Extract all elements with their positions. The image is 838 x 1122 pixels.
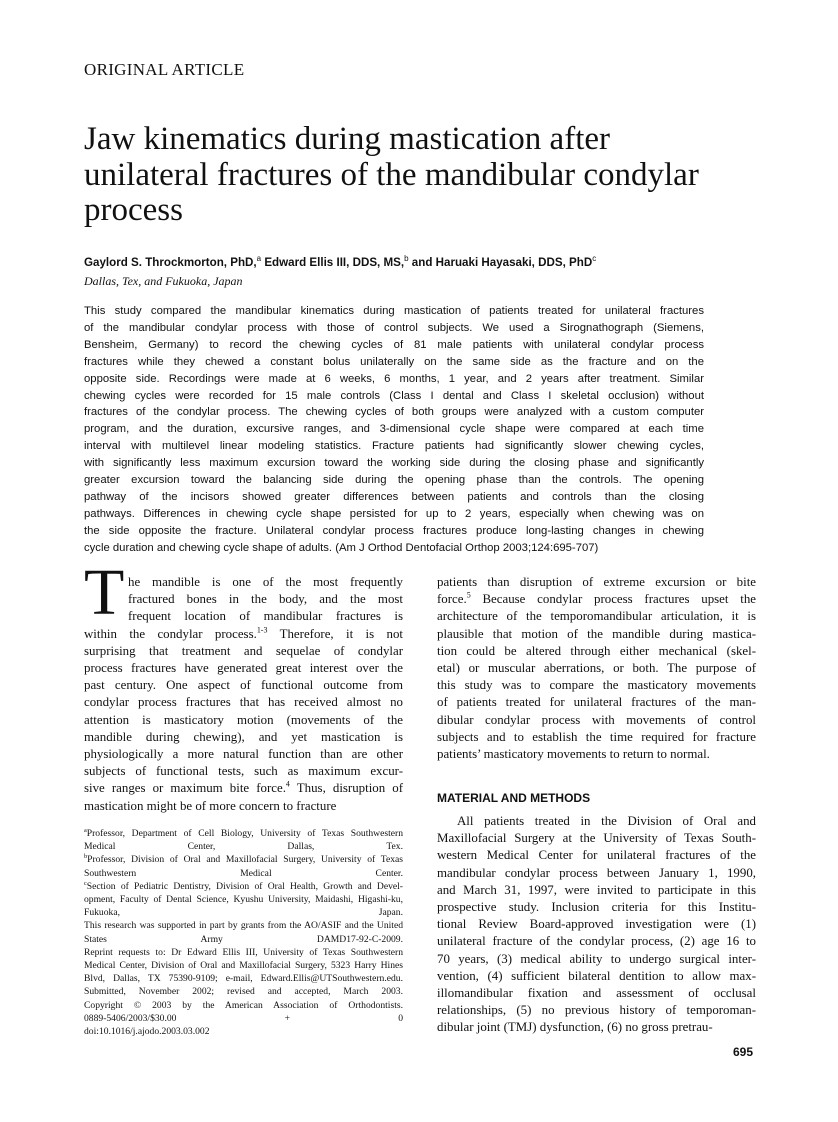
section-heading: MATERIAL AND METHODS — [437, 791, 591, 805]
text-line — [84, 626, 403, 643]
text-line: with significantly less maximum excursion toward the working side during the closing phase and significantly — [84, 457, 704, 470]
text-segment: Section of Pediatric Dentistry, Division of Oral Health, Growth and Devel- — [86, 880, 403, 892]
body-column-left — [84, 574, 403, 815]
reference-superscript: a — [84, 826, 87, 834]
reference-superscript: 4 — [285, 780, 290, 790]
text-segment: within the condylar process. — [84, 626, 257, 641]
text-line: cycle duration and chewing cycle shape of adults. (Am J Orthod Dentofacial Orthop 2003;124:695-707) — [84, 541, 599, 554]
text-line: past century. One aspect of functional outcome from — [84, 678, 403, 693]
text-line: and March 31, 1997, were invited to participate in this — [437, 882, 756, 897]
reference-superscript: 5 — [466, 590, 471, 600]
text-line: relationships, (5) no previous history of temporoman- — [437, 1003, 756, 1018]
text-segment: force. — [437, 592, 467, 607]
text-line: pathway of the incisors showed greater differences between patients and controls than the closing — [84, 490, 704, 503]
reference-superscript: 1-3 — [256, 625, 268, 635]
text-line: prospective study. Inclusion criteria for this Institu- — [437, 900, 756, 915]
text-line: opposite side. Recordings were made at 6 weeks, 6 months, 1 year, and 2 years after treatment. Similar — [84, 372, 704, 385]
affiliation-marker: c — [592, 254, 597, 263]
text-line: dibular condylar process with movements of control — [437, 712, 756, 727]
body-column-right-intro — [437, 574, 756, 763]
text-segment: Because condylar process fractures upset the — [470, 592, 756, 607]
text-line: program, and the duration, excursive ranges, and 3-dimensional cycle shape were compared at each time — [84, 423, 704, 436]
author-name: and Haruaki Hayasaki, DDS, PhD — [408, 255, 593, 269]
text-line: unilateral fracture of the condylar process, (2) age 16 to — [437, 934, 756, 949]
author-name: Edward Ellis III, DDS, MS, — [261, 255, 405, 269]
text-line: Copyright © 2003 by the American Association of Orthodontists. — [84, 999, 403, 1011]
text-line — [437, 591, 756, 608]
text-line — [84, 880, 403, 893]
text-line: etal) or muscular aberrations, or both. The purpose of — [437, 661, 756, 676]
text-line: fractures while they chewed a constant bolus unilaterally on the same side as the fracture and on the — [84, 355, 704, 368]
text-line: tional Review Board-approved investigation were (1) — [437, 917, 756, 932]
text-line: Bensheim, Germany) to record the chewing cycles of 81 male patients with unilateral condylar process — [84, 338, 704, 351]
text-line: he mandible is one of the most frequently — [128, 575, 403, 589]
author-name: Gaylord S. Throckmorton, PhD, — [84, 255, 257, 269]
text-line: frequent location of mandibular fractures is — [128, 609, 403, 624]
text-line: architecture of the temporomandibular articulation, it is — [437, 609, 756, 624]
affiliation-marker: a — [256, 254, 262, 263]
text-line: interval with multilevel linear modeling statistics. Fracture patients had significantly slower chewing cycles, — [84, 440, 704, 453]
author-list — [84, 254, 596, 269]
text-line: 0889-5406/2003/$30.00 + 0 — [84, 1012, 403, 1024]
text-line: the side opposite the fracture. Unilateral condylar process fractures produce long-lasting changes in chewing — [84, 524, 704, 537]
text-segment: Therefore, it is not — [267, 626, 404, 641]
drop-cap: T — [84, 556, 125, 629]
author-location: Dallas, Tex, and Fukuoka, Japan — [84, 274, 243, 288]
text-line: attention is masticatory motion (movements of the — [84, 712, 403, 727]
text-line — [84, 853, 403, 866]
text-line: western Medical Center for unilateral fractures of the — [437, 848, 756, 863]
text-line: fractures of the condylar process. The chewing cycles of both groups were analyzed with a custom computer — [84, 406, 704, 419]
text-line: surprising that treatment and sequelae of condylar — [84, 643, 403, 658]
text-line: dibular joint (TMJ) dysfunction, (6) no gross pretrau- — [437, 1020, 713, 1035]
text-line — [84, 827, 403, 840]
text-segment: Professor, Department of Cell Biology, University of Texas Southwestern — [86, 828, 403, 839]
body-column-right-methods — [437, 813, 756, 1037]
text-line: Maxillofacial Surgery at the University of Texas South- — [437, 831, 756, 846]
text-line: mandible during chewing), and yet mastication is — [84, 729, 403, 744]
reference-superscript: b — [84, 853, 88, 861]
text-line: fractured bones in the body, and the most — [128, 592, 403, 607]
page-number: 695 — [733, 1045, 754, 1059]
text-line: this study was to compare the masticatory movements — [437, 678, 756, 693]
text-line: subjects of functional tests, such as maximum excur- — [84, 764, 403, 779]
text-line: Medical Center, Dallas, Tex. — [84, 841, 403, 853]
affiliation-marker: b — [404, 254, 409, 263]
text-line: This study compared the mandibular kinematics during mastication of patients treated for unilateral fractures — [84, 305, 704, 317]
text-line — [84, 780, 403, 797]
text-line: Reprint requests to: Dr Edward Ellis III, University of Texas Southwestern — [84, 946, 403, 958]
text-line: pathways. Differences in chewing cycle shape persisted for up to 2 years, especially when chewing was on — [84, 507, 704, 520]
footnotes — [84, 827, 403, 1038]
reference-superscript: c — [84, 879, 87, 887]
text-segment: Professor, Division of Oral and Maxillofacial Surgery, University of Texas — [87, 854, 403, 866]
text-line: doi:10.1016/j.ajodo.2003.03.002 — [84, 1026, 210, 1038]
text-line: of patients treated for unilateral fractures of the man- — [437, 695, 756, 710]
text-line: condylar process fractures that has received almost no — [84, 695, 403, 710]
article-title: Jaw kinematics during mastication after unilateral fractures of the mandibular condylar process — [84, 121, 699, 228]
text-line: States Army DAMD17-92-C-2009. — [84, 933, 403, 945]
text-line: tion could be altered through either mechanical (skel- — [437, 643, 756, 658]
text-line: Medical Center, Division of Oral and Maxillofacial Surgery, 5323 Harry Hines — [84, 960, 403, 972]
text-line: physiologically a more natural function than are other — [84, 747, 403, 762]
text-segment: sive ranges or maximum bite force. — [84, 781, 286, 796]
text-line: of the mandibular condylar process with those of control subjects. We used a Sirognathograph (Siemens, — [84, 321, 704, 334]
text-line: chewing cycles were recorded for 15 male controls (Class I dental and Class I skeletal occlusion) without — [84, 389, 704, 402]
text-line: This research was supported in part by grants from the AO/ASIF and the United — [84, 920, 403, 932]
text-line: patients’ masticatory movements to return to normal. — [437, 747, 710, 762]
text-line: process fractures have generated great interest over the — [84, 661, 403, 676]
abstract — [84, 303, 704, 557]
text-line: Southwestern Medical Center. — [84, 867, 403, 879]
text-line: mandibular condylar process between January 1, 1990, — [437, 865, 756, 880]
article-type-label: ORIGINAL ARTICLE — [84, 60, 245, 79]
text-line: Fukuoka, Japan. — [84, 907, 403, 919]
text-line: 70 years, (3) medical ability to undergo surgical inter- — [437, 951, 756, 966]
text-line: plausible that motion of the mandible during mastica- — [437, 626, 756, 641]
text-line: patients than disruption of extreme excursion or bite — [437, 575, 756, 589]
text-line: opment, Faculty of Dental Science, Kyushu University, Maidashi, Higashi-ku, — [84, 894, 403, 906]
text-line: subjects and to establish the time required for fracture — [437, 729, 756, 744]
text-line: Blvd, Dallas, TX 75390-9109; e-mail, Edward.Ellis@UTSouthwestern.edu. — [84, 973, 403, 985]
text-line: illomandibular fixation and assessment of occlusal — [437, 986, 756, 1001]
text-line: greater excursion toward the balancing side during the opening phase than the controls. The opening — [84, 474, 704, 487]
text-line: All patients treated in the Division of Oral and — [457, 814, 756, 828]
text-segment: Thus, disruption of — [289, 781, 403, 796]
text-line: mastication might be of more concern to fracture — [84, 798, 337, 813]
text-line: vention, (4) sufficient bilateral dentition to allow max- — [437, 968, 756, 983]
text-line: Submitted, November 2002; revised and accepted, March 2003. — [84, 986, 403, 998]
